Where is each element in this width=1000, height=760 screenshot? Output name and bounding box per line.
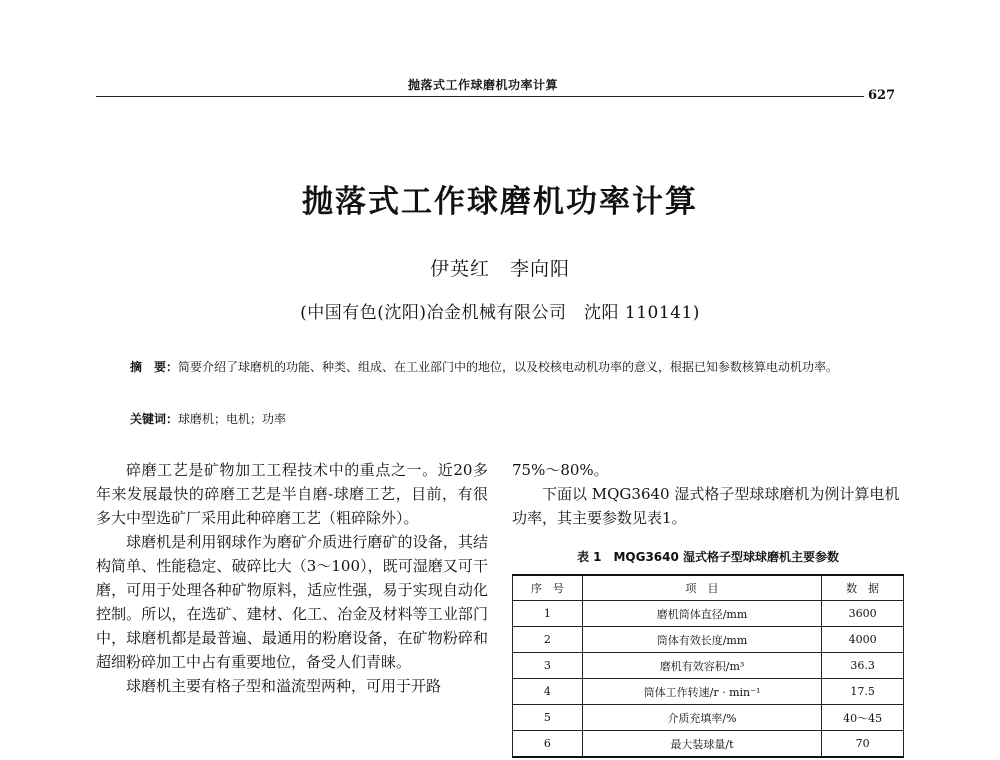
table-cell: 最大装球量/t [582,731,821,758]
table-cell: 3600 [822,601,904,627]
paragraph: 下面以 MQG3640 湿式格子型球球磨机为例计算电机功率，其主要参数见表1。 [512,485,900,527]
abstract-text: 简要介绍了球磨机的功能、种类、组成、在工业部门中的地位，以及校核电动机功率的意义，根据已知参数核算电动机功率。 [178,360,839,374]
table-header-cell: 项 目 [582,575,821,601]
paragraph: 球磨机是利用钢球作为磨矿介质进行磨矿的设备，其结构简单、性能稳定、破碎比大（3～100），既可湿磨又可干磨，可用于处理各种矿物原料，适应性强，易于实现自动化控制。所以，在选矿、建材、化工、冶金及材料等工业部门中，球磨机都是最普遍、最通用的粉磨设备，在矿物粉碎和超细粉碎加工中占有重要地位，备受人们青睐。 [96,533,488,671]
keywords [130,410,286,427]
table-cell: 36.3 [822,653,904,679]
table-cell: 4000 [822,627,904,653]
table-cell: 17.5 [822,679,904,705]
keywords-label: 关键词： [130,412,179,426]
table-row [513,679,904,705]
table-row [513,601,904,627]
abstract [130,357,870,378]
table-caption: 表 1 MQG3640 湿式格子型球球磨机主要参数 [576,550,840,564]
table-cell: 1 [513,601,583,627]
table-header-cell: 序 号 [513,575,583,601]
table-row [513,627,904,653]
paragraph-continuation: 75%～80%。 [512,461,609,479]
table-cell: 4 [513,679,583,705]
running-head: 抛落式工作球磨机功率计算 [408,78,559,92]
table-cell: 3 [513,653,583,679]
table-cell: 6 [513,731,583,758]
table-cell: 筒体有效长度/mm [582,627,821,653]
table-cell: 磨机筒体直径/mm [582,601,821,627]
right-column [512,458,904,530]
table-header-cell: 数 据 [822,575,904,601]
table-cell: 40～45 [822,705,904,731]
table-header-row [513,575,904,601]
table-cell: 筒体工作转速/r · min⁻¹ [582,679,821,705]
table-cell: 磨机有效容积/m³ [582,653,821,679]
article-title: 抛落式工作球磨机功率计算 [302,184,698,220]
table-row [513,653,904,679]
table-cell: 介质充填率/% [582,705,821,731]
paragraph: 碎磨工艺是矿物加工工程技术中的重点之一。近20多年来发展最快的碎磨工艺是半自磨-球磨工艺，目前，有很多大中型选矿厂采用此种碎磨工艺（粗碎除外）。 [96,461,488,527]
table-row [513,731,904,758]
header-rule [96,96,864,97]
paragraph: 球磨机主要有格子型和溢流型两种，可用于开路 [126,677,442,695]
authors: 伊英红 李向阳 [429,258,570,280]
affiliation: (中国有色(沈阳)冶金机械有限公司 沈阳 110141) [300,303,700,323]
table-cell: 70 [822,731,904,758]
table-cell: 2 [513,627,583,653]
table-cell: 5 [513,705,583,731]
parameters-table [512,574,904,758]
left-column [96,458,488,698]
abstract-label: 摘 要： [130,360,179,374]
keywords-text: 球磨机；电机；功率 [178,412,287,426]
table-row [513,705,904,731]
page-number: 627 [868,88,896,103]
